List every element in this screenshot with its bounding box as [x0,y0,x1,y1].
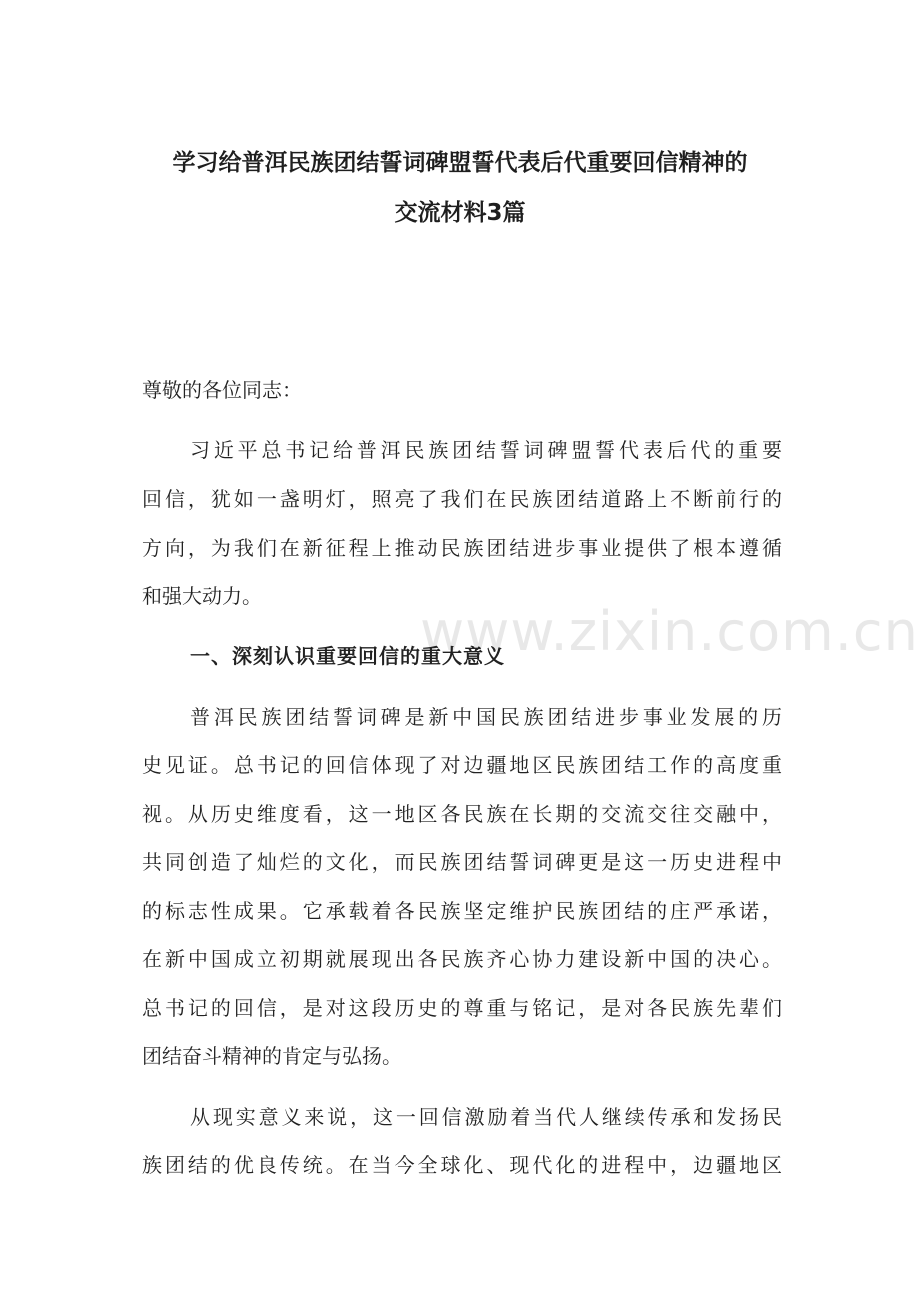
document-title-line-2: 交流材料3篇 [394,200,526,226]
paragraph-line: 普洱民族团结誓词碑是新中国民族团结进步事业发展的历 [190,705,782,729]
paragraph-line: 的标志性成果。它承载着各民族坚定维护民族团结的庄严承诺， [142,899,782,923]
section-heading: 一、深刻认识重要回信的重大意义 [190,644,505,668]
paragraph-line: 族团结的优良传统。在当今全球化、现代化的进程中，边疆地区 [142,1153,782,1177]
paragraph-line: 总书记的回信，是对这段历史的尊重与铭记，是对各民族先辈们 [142,996,782,1020]
document-title-line-1: 学习给普洱民族团结誓词碑盟誓代表后代重要回信精神的 [172,150,748,176]
paragraph-line: 视。从历史维度看，这一地区各民族在长期的交流交往交融中， [142,802,782,826]
paragraph-line: 从现实意义来说，这一回信激励着当代人继续传承和发扬民 [190,1105,782,1129]
paragraph-line: 史见证。总书记的回信体现了对边疆地区民族团结工作的高度重 [142,753,782,777]
paragraph-line: 方向，为我们在新征程上推动民族团结进步事业提供了根本遵循 [142,536,782,560]
paragraph-line: 共同创造了灿烂的文化，而民族团结誓词碑更是这一历史进程中 [142,850,782,874]
paragraph-line: 和强大动力。 [142,584,262,608]
paragraph-line: 回信，犹如一盏明灯，照亮了我们在民族团结道路上不断前行的 [142,487,782,511]
paragraph-line: 团结奋斗精神的肯定与弘扬。 [142,1044,402,1068]
paragraph-line: 在新中国成立初期就展现出各民族齐心协力建设新中国的决心。 [142,947,782,971]
paragraph-line: 习近平总书记给普洱民族团结誓词碑盟誓代表后代的重要 [190,438,782,462]
salutation: 尊敬的各位同志： [142,378,302,402]
watermark: www.zixin.com.cn [420,600,919,663]
